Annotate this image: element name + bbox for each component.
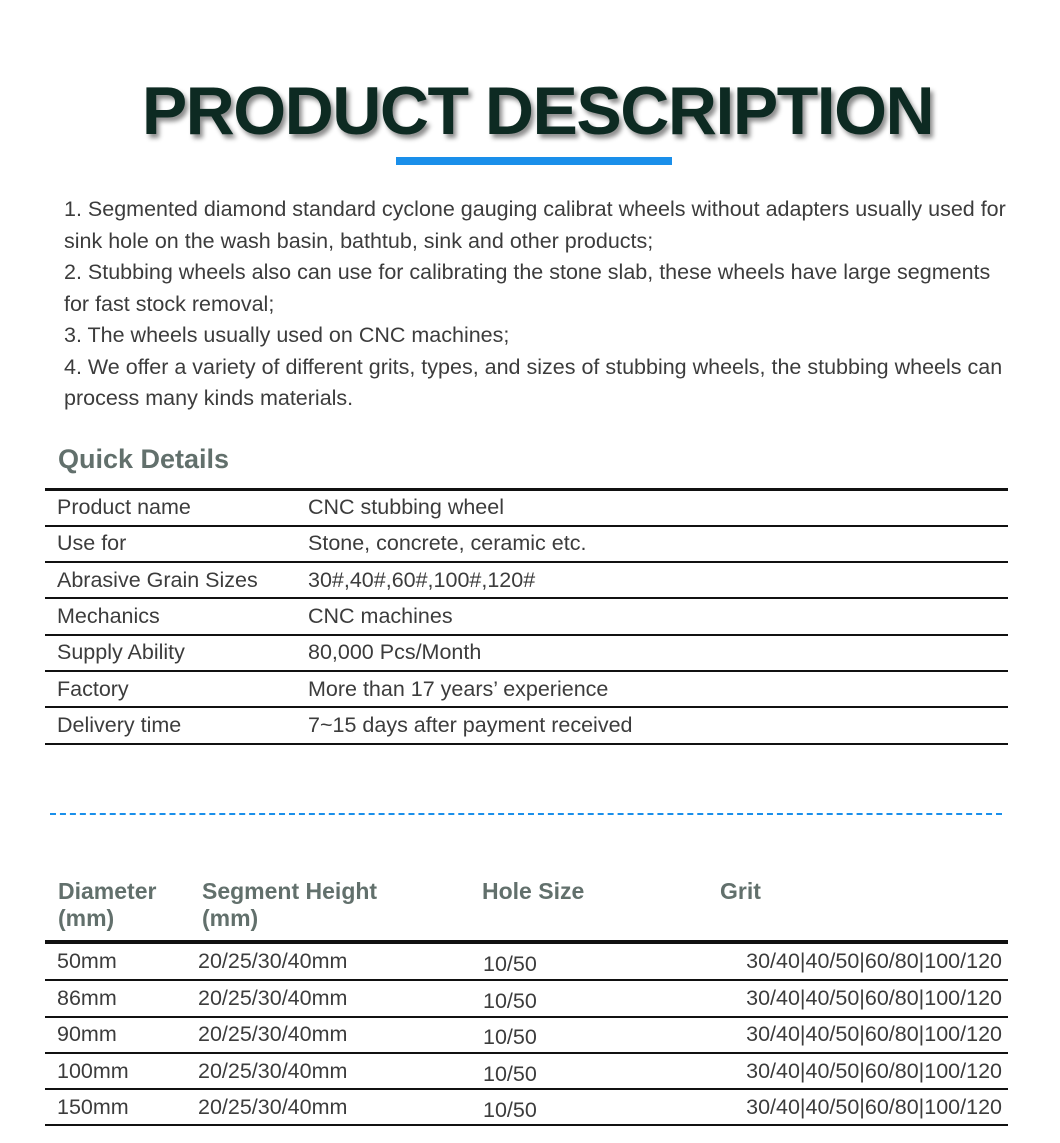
dashed-divider (50, 813, 1002, 815)
table-row (45, 707, 1008, 743)
hole-size-cell: 10/50 (473, 1089, 726, 1125)
detail-value: 80,000 Pcs/Month (296, 635, 1008, 671)
hole-size-cell: 10/50 (473, 1017, 726, 1053)
table-row (45, 562, 1008, 598)
detail-key: Product name (45, 490, 296, 526)
detail-key: Use for (45, 526, 296, 562)
detail-key: Factory (45, 671, 296, 707)
table-row (45, 635, 1008, 671)
column-header-grit: Grit (720, 878, 761, 904)
diameter-cell: 150mm (45, 1089, 198, 1125)
segment-height-cell: 20/25/30/40mm (198, 980, 473, 1016)
description-item: 1. Segmented diamond standard cyclone gauging calibrat wheels without adapters usually used for sink hole on the wash basin, bathtub, sink and other products; (64, 197, 1006, 253)
description-item: 2. Stubbing wheels also can use for calibrating the stone slab, these wheels have large segments for fast stock removal; (64, 260, 991, 316)
grit-cell: 30/40|40/50|60/80|100/120 (726, 1053, 1008, 1089)
segment-height-cell: 20/25/30/40mm (198, 1017, 473, 1053)
table-row (45, 671, 1008, 707)
table-row (45, 1017, 1008, 1053)
diameter-cell: 90mm (45, 1017, 198, 1053)
detail-value: 30#,40#,60#,100#,120# (296, 562, 1008, 598)
detail-value: Stone, concrete, ceramic etc. (296, 526, 1008, 562)
table-row (45, 980, 1008, 1016)
diameter-cell: 50mm (45, 944, 198, 980)
quick-details-heading: Quick Details (58, 444, 230, 474)
column-header-segment-height: Segment Height (mm) (202, 878, 378, 931)
diameter-cell: 100mm (45, 1053, 198, 1089)
column-header-hole-size: Hole Size (482, 878, 585, 904)
detail-key: Delivery time (45, 707, 296, 743)
column-header-diameter: Diameter (mm) (58, 878, 157, 931)
table-row (45, 490, 1008, 526)
grit-cell: 30/40|40/50|60/80|100/120 (726, 1017, 1008, 1053)
detail-value: CNC stubbing wheel (296, 490, 1008, 526)
detail-key: Supply Ability (45, 635, 296, 671)
title-underline (396, 157, 672, 165)
description-item: 4. We offer a variety of different grits, types, and sizes of stubbing wheels, the stubbing wheels can process many kinds materials. (64, 354, 1003, 410)
quick-details-table (45, 488, 1008, 745)
table-row (45, 1053, 1008, 1089)
grit-cell: 30/40|40/50|60/80|100/120 (726, 980, 1008, 1016)
spec-table (45, 944, 1008, 1126)
segment-height-cell: 20/25/30/40mm (198, 1089, 473, 1125)
detail-key: Mechanics (45, 598, 296, 634)
hole-size-cell: 10/50 (473, 1053, 726, 1089)
detail-key: Abrasive Grain Sizes (45, 562, 296, 598)
hole-size-cell: 10/50 (473, 980, 726, 1016)
detail-value: 7~15 days after payment received (296, 707, 1008, 743)
detail-value: CNC machines (296, 598, 1008, 634)
table-row (45, 944, 1008, 980)
segment-height-cell: 20/25/30/40mm (198, 1053, 473, 1089)
table-row (45, 598, 1008, 634)
table-row (45, 526, 1008, 562)
diameter-cell: 86mm (45, 980, 198, 1016)
grit-cell: 30/40|40/50|60/80|100/120 (726, 944, 1008, 980)
hole-size-cell: 10/50 (473, 944, 726, 980)
segment-height-cell: 20/25/30/40mm (198, 944, 473, 980)
detail-value: More than 17 years’ experience (296, 671, 1008, 707)
description-item: 3. The wheels usually used on CNC machines; (64, 323, 510, 347)
page-title: PRODUCT DESCRIPTION (141, 73, 934, 149)
table-row (45, 1089, 1008, 1125)
grit-cell: 30/40|40/50|60/80|100/120 (726, 1089, 1008, 1125)
description (64, 194, 1014, 415)
